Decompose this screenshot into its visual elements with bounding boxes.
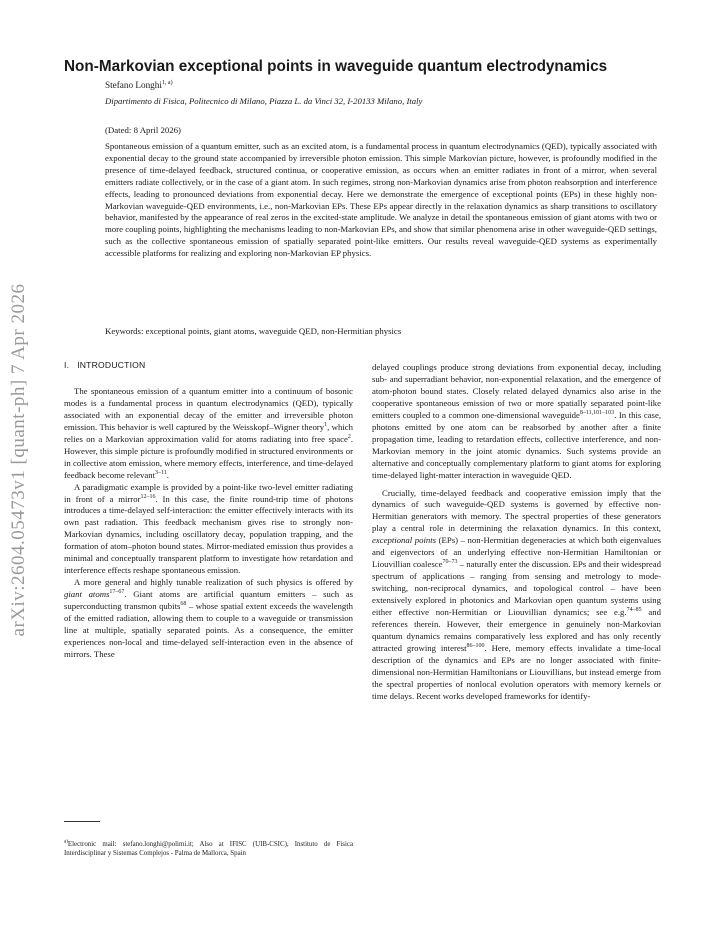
paragraph: A paradigmatic example is provided by a point-like two-level emitter radiating in front of a mirror$^{12-16}$. In this case, the finite round-trip time of photons introduces a time-delayed self-interaction: the emitter effectively interacts with its own past radiation. This feedback mechanism gives rise to strongly non-Markovian dynamics, including oscillatory decay, population trapping, and the formation of atom–photon bound states. Mirror-mediated emission thus provides a minimal and conceptually transparent platform to investigate how retardation and interference effects reshape spontaneous emission. [64,481,353,576]
citation[interactable]: 74–85 [626,607,642,614]
footnote [64,840,353,858]
paragraph: A more general and highly tunable realization of such physics is offered by giant atoms$^{17-67}$. Giant atoms are artificial quantum emitters – such as superconducting transmon qubits$^{68}$ – whose spatial extent exceeds the wavelength of the emitted radiation, allowing them to couple to a waveguide or transmission line at multiple, spatially separated points. As a consequence, the emitter experiences non-local and time-delayed self-interaction even in the absence of mirrors. These [64,577,354,659]
paragraph: Crucially, time-delayed feedback and cooperative emission imply that the dynamics of such waveguide-QED systems is governed by effective non-Hermitian generators with memory. The spectral properties of these generators play a central role in determining the relaxation dynamics. In this context, exceptional points (EPs) – non-Hermitian degeneracies at which both eigenvalues and eigenvectors of an underlying effective non-Hermitian Hamiltonian or Liouvillian coalesce$^{70-73}$ – naturally enter the discussion. EPs and their widespread spectrum of applications – ranging from sensing and metrology to mode-switching, non-reciprocal dynamics, and topological control – have been extensively explored in photonics and Markovian open quantum systems using either effective non-Hermitian or Liouvillian dynamics; see e.g.$^{74-85}$ and references therein. However, their emergence in genuinely non-Markovian quantum dynamics remains comparatively less explored and has only recently attracted growing interest$^{86-100}$. Here, memory effects invalidate a time-local description of the dynamics and EPs are no longer associated with finite-dimensional non-Hermitian Hamiltonians or Liouvillians, but instead emerge from the spectral properties of nonlocal evolution operators with memory kernels or time delays. Recent works developed frameworks for identify- [372,487,661,701]
affiliation: Dipartimento di Fisica, Politecnico di Milano, Piazza L. da Vinci 32, I-20133 Milano, Italy [105,96,423,106]
footnote-divider [64,821,100,822]
citation[interactable]: 17–67 [109,589,125,596]
paper-title: Non-Markovian exceptional points in waveguide quantum electrodynamics [64,58,608,75]
keywords: Keywords: exceptional points, giant atoms, waveguide QED, non-Hermitian physics [105,326,402,336]
left-column [64,360,353,661]
right-column [372,362,661,703]
section-title: INTRODUCTION [77,360,146,370]
citation[interactable]: 1 [324,421,328,428]
citation[interactable]: 68 [180,601,187,608]
author-marks: 1, a) [161,79,173,86]
author-line [105,80,173,90]
emphasis: exceptional points [372,535,437,546]
footnote-mark: a) [64,839,68,845]
footnote-text: Electronic mail: stefano.longhi@polimi.it; Also at IFISC (UIB-CSIC), Instituto de Fisica Interdisciplinar y Sistemas Complejos - Palma de Mallorca, Spain [64,841,353,857]
abstract: Spontaneous emission of a quantum emitter, such as an excited atom, is a fundamental process in quantum electrodynamics (QED), typically associated with exponential decay to the ground state accompanied by irreversible photon emission. This simple Markovian picture, however, is profoundly modified in the presence of time-delayed feedback, structured continua, or cooperative emission, as occurs when an emitter radiates in front of a mirror, when several emitters radiate collectively, or in the case of a giant atom. In such regimes, strong non-Markovian dynamics arise from photon reabsorption and interference effects, leading to pronounced deviations from exponential decay. Here we demonstrate the emergence of exceptional points (EPs) in these highly non-Markovian waveguide-QED environments, i.e., non-Markovian EPs. These EPs appear directly in the relaxation dynamics as sharp transitions to oscillatory behavior, manifested by the appearance of real zeros in the excited-state amplitude. We analyze in detail the spontaneous emission of giant atoms with two or more coupling points, highlighting the mechanisms leading to non-Markovian EPs, and show that similar phenomena arise in other waveguide-QED settings, such as the collective spontaneous emission of spatially separated point-like emitters. Our results reveal waveguide-QED systems as experimentally accessible platforms for realizing and exploring non-Markovian EP physics. [105,141,657,259]
author-name: Stefano Longhi [105,80,162,90]
citation[interactable]: 70–73 [442,559,458,566]
emphasis: giant atoms [64,589,110,600]
arxiv-identifier: arXiv:2604.05473v1 [quant-ph] 7 Apr 2026 [8,283,29,637]
citation[interactable]: 86–100 [466,643,485,650]
date-line: (Dated: 8 April 2026) [105,125,181,135]
citation[interactable]: 12–16 [140,493,156,500]
citation[interactable]: 2 [347,433,351,440]
citation[interactable]: 8–11,101–103 [579,409,615,416]
section-number: I. [64,360,70,370]
citation[interactable]: 3–11 [155,469,167,476]
section-heading [64,360,353,372]
paragraph: The spontaneous emission of a quantum emitter into a continuum of bosonic modes is a fundamental process in quantum electrodynamics (QED), typically associated with an exponential decay of the emitter and irreversible photon emission. This behavior is well captured by the Weisskopf–Wigner theory$^1$, which relies on a Markovian approximation valid for atoms radiating into free space$^2$. However, this simple picture is profoundly modified in structured environments or in collective atom emission, where memory effects, interference, and time-delayed feedback become relevant$^{3-11}$. [64,385,353,480]
paragraph: delayed couplings produce strong deviations from exponential decay, including sub- and superradiant behavior, non-exponential relaxation, and the emergence of atom-photon bound states. Closely related delayed dynamics also arise in the cooperative spontaneous emission of two or more spatially separated point-like emitters coupled to a common one-dimensional waveguide$^{8-11,101-103}$. In this case, photons emitted by one atom can be reabsorbed by another after a finite propagation time, leading to retardation effects, collective interference, and non-Markovian memory in the joint atomic dynamics. Such systems provide an alternative and conceptually complementary platform to giant atoms for exploring time-delayed light-matter interaction in waveguide QED. [372,362,661,480]
